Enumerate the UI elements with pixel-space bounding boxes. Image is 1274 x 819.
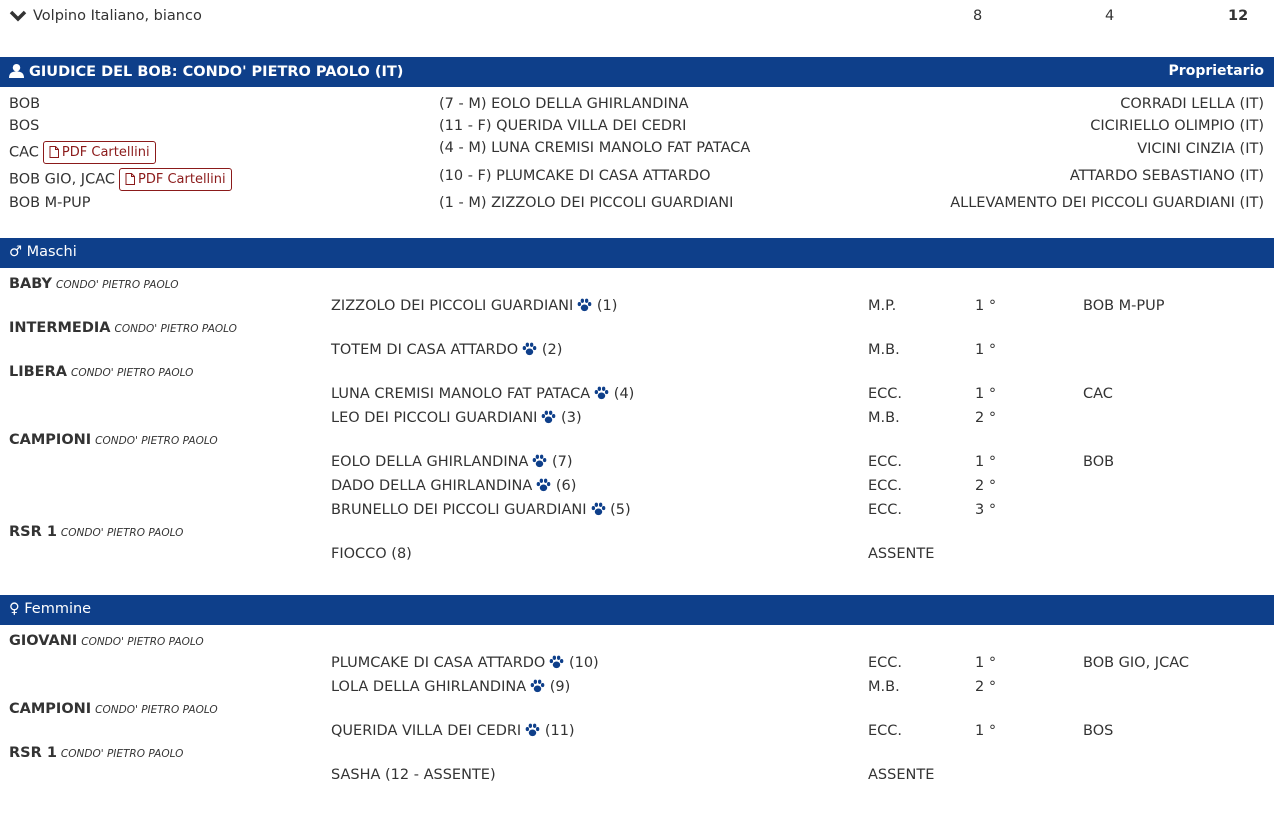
- males-title: Maschi: [26, 244, 77, 260]
- grade: ECC.: [868, 454, 903, 470]
- count-total: 12: [1228, 8, 1249, 24]
- class-judge: CONDO' PIETRO PAOLO: [114, 323, 237, 335]
- breed-name: Volpino Italiano, bianco: [33, 8, 202, 24]
- grade: ECC.: [868, 502, 903, 518]
- pdf-file-icon: [125, 172, 138, 187]
- class-judge: CONDO' PIETRO PAOLO: [95, 435, 218, 447]
- entry-award: CAC: [1083, 386, 1113, 402]
- class-name: CAMPIONI: [9, 701, 92, 717]
- bob-award: [9, 168, 232, 191]
- bob-dog: (7 - M) EOLO DELLA GHIRLANDINA: [439, 96, 689, 112]
- bob-award-label: BOB M-PUP: [9, 195, 91, 211]
- placement: 1 °: [975, 655, 997, 671]
- entry-award: BOB GIO, JCAC: [1083, 655, 1189, 671]
- bob-judge-title: GIUDICE DEL BOB: CONDO' PIETRO PAOLO (IT): [29, 64, 404, 80]
- class-header: [9, 276, 179, 292]
- dog-number: (9): [545, 679, 571, 695]
- pdf-button-label: PDF Cartellini: [138, 172, 226, 187]
- bob-award-label: CAC: [9, 144, 39, 161]
- chevron-down-icon[interactable]: [9, 9, 27, 23]
- user-icon: [9, 63, 24, 78]
- pdf-file-icon: [49, 145, 62, 160]
- placement: 2 °: [975, 478, 997, 494]
- dog-entry[interactable]: [331, 546, 412, 562]
- grade: M.B.: [868, 679, 900, 695]
- dog-number: (6): [551, 478, 577, 494]
- paw-icon[interactable]: [530, 679, 545, 697]
- dog-entry[interactable]: [331, 723, 575, 741]
- dog-name: LUNA CREMISI MANOLO FAT PATACA: [331, 386, 591, 402]
- females-title: Femmine: [24, 601, 92, 617]
- dog-number: (2): [537, 342, 563, 358]
- dog-entry[interactable]: [331, 478, 576, 496]
- male-icon: ♂: [9, 244, 22, 260]
- class-header: [9, 633, 204, 649]
- class-judge: CONDO' PIETRO PAOLO: [81, 636, 204, 648]
- count-2: 4: [1105, 8, 1115, 24]
- class-header: [9, 320, 237, 336]
- dog-name: SASHA (12 - ASSENTE): [331, 767, 496, 783]
- paw-icon[interactable]: [525, 723, 540, 741]
- owner-header: Proprietario: [1168, 63, 1264, 79]
- dog-entry[interactable]: [331, 679, 570, 697]
- bob-owner: ATTARDO SEBASTIANO (IT): [1069, 168, 1264, 184]
- dog-name: ZIZZOLO DEI PICCOLI GUARDIANI: [331, 298, 574, 314]
- dog-name: EOLO DELLA GHIRLANDINA: [331, 454, 529, 470]
- grade: ECC.: [868, 478, 903, 494]
- count-1: 8: [973, 8, 983, 24]
- dog-number: (11): [540, 723, 575, 739]
- entry-award: BOB M-PUP: [1083, 298, 1165, 314]
- dog-entry[interactable]: [331, 767, 496, 783]
- dog-number: (1): [592, 298, 618, 314]
- paw-icon[interactable]: [532, 454, 547, 472]
- grade: ASSENTE: [868, 767, 935, 783]
- bob-award: [9, 118, 39, 134]
- grade: M.B.: [868, 410, 900, 426]
- dog-name: PLUMCAKE DI CASA ATTARDO: [331, 655, 546, 671]
- paw-icon[interactable]: [577, 298, 592, 316]
- paw-icon[interactable]: [594, 386, 609, 404]
- class-header: [9, 432, 218, 448]
- bob-owner: CICIRIELLO OLIMPIO (IT): [1090, 118, 1264, 134]
- class-judge: CONDO' PIETRO PAOLO: [70, 367, 194, 379]
- pdf-button-label: PDF Cartellini: [61, 145, 150, 160]
- placement: 1 °: [975, 454, 997, 470]
- female-icon: ♀: [9, 601, 20, 617]
- bob-award: [9, 96, 40, 112]
- dog-number: (5): [605, 502, 631, 518]
- bob-award-label: BOS: [9, 118, 40, 134]
- bob-award-label: BOB GIO, JCAC: [9, 171, 115, 188]
- bob-award: [9, 195, 91, 211]
- paw-icon[interactable]: [591, 502, 606, 520]
- entry-award: BOS: [1083, 723, 1114, 739]
- grade: M.B.: [868, 342, 900, 358]
- paw-icon[interactable]: [549, 655, 564, 673]
- grade: ECC.: [868, 723, 903, 739]
- paw-icon[interactable]: [536, 478, 551, 496]
- grade: ECC.: [868, 655, 903, 671]
- placement: 3 °: [975, 502, 997, 518]
- dog-name: TOTEM DI CASA ATTARDO: [331, 342, 519, 358]
- dog-entry[interactable]: [331, 386, 634, 404]
- class-name: GIOVANI: [9, 633, 78, 649]
- dog-entry[interactable]: [331, 454, 573, 472]
- pdf-cartellini-button[interactable]: [119, 168, 232, 191]
- class-header: [9, 745, 183, 761]
- dog-name: LEO DEI PICCOLI GUARDIANI: [331, 410, 538, 426]
- paw-icon[interactable]: [522, 342, 537, 360]
- grade: ASSENTE: [868, 546, 935, 562]
- bob-owner: ALLEVAMENTO DEI PICCOLI GUARDIANI (IT): [950, 195, 1264, 211]
- bob-dog: (10 - F) PLUMCAKE DI CASA ATTARDO: [439, 168, 711, 184]
- placement: 2 °: [975, 410, 997, 426]
- class-header: [9, 364, 193, 380]
- paw-icon[interactable]: [541, 410, 556, 428]
- bob-dog: (4 - M) LUNA CREMISI MANOLO FAT PATACA: [439, 140, 751, 156]
- dog-number: (10): [564, 655, 599, 671]
- pdf-cartellini-button[interactable]: [43, 141, 156, 164]
- bob-award: [9, 141, 156, 164]
- bob-owner: CORRADI LELLA (IT): [1120, 96, 1264, 112]
- dog-name: QUERIDA VILLA DEI CEDRI: [331, 723, 522, 739]
- dog-entry[interactable]: [331, 298, 617, 316]
- dog-entry[interactable]: [331, 342, 562, 360]
- placement: 1 °: [975, 723, 997, 739]
- males-bar: [0, 238, 1274, 268]
- bob-owner: VICINI CINZIA (IT): [1137, 141, 1264, 157]
- dog-name: BRUNELLO DEI PICCOLI GUARDIANI: [331, 502, 587, 518]
- dog-entry[interactable]: [331, 655, 599, 673]
- grade: ECC.: [868, 386, 903, 402]
- dog-name: DADO DELLA GHIRLANDINA: [331, 478, 533, 494]
- dog-number: (3): [556, 410, 582, 426]
- placement: 1 °: [975, 386, 997, 402]
- class-judge: CONDO' PIETRO PAOLO: [60, 527, 184, 539]
- bob-judge-bar: [0, 57, 1274, 87]
- placement: 1 °: [975, 342, 997, 358]
- class-judge: CONDO' PIETRO PAOLO: [95, 704, 218, 716]
- bob-dog: (11 - F) QUERIDA VILLA DEI CEDRI: [439, 118, 687, 134]
- class-name: LIBERA: [9, 364, 67, 380]
- entry-award: BOB: [1083, 454, 1115, 470]
- class-name: INTERMEDIA: [9, 320, 111, 336]
- dog-name: LOLA DELLA GHIRLANDINA: [331, 679, 527, 695]
- class-judge: CONDO' PIETRO PAOLO: [60, 748, 184, 760]
- grade: M.P.: [868, 298, 897, 314]
- bob-dog: (1 - M) ZIZZOLO DEI PICCOLI GUARDIANI: [439, 195, 734, 211]
- class-judge: CONDO' PIETRO PAOLO: [56, 279, 179, 291]
- class-name: CAMPIONI: [9, 432, 92, 448]
- dog-entry[interactable]: [331, 502, 631, 520]
- breed-row[interactable]: [0, 0, 1274, 36]
- dog-number: (4): [609, 386, 635, 402]
- dog-number: (7): [547, 454, 573, 470]
- dog-entry[interactable]: [331, 410, 582, 428]
- class-name: BABY: [9, 276, 53, 292]
- placement: 2 °: [975, 679, 997, 695]
- females-bar: [0, 595, 1274, 625]
- class-name: RSR 1: [9, 524, 57, 540]
- bob-award-label: BOB: [9, 96, 41, 112]
- class-header: [9, 701, 218, 717]
- dog-name: FIOCCO (8): [331, 546, 412, 562]
- class-name: RSR 1: [9, 745, 57, 761]
- class-header: [9, 524, 183, 540]
- placement: 1 °: [975, 298, 997, 314]
